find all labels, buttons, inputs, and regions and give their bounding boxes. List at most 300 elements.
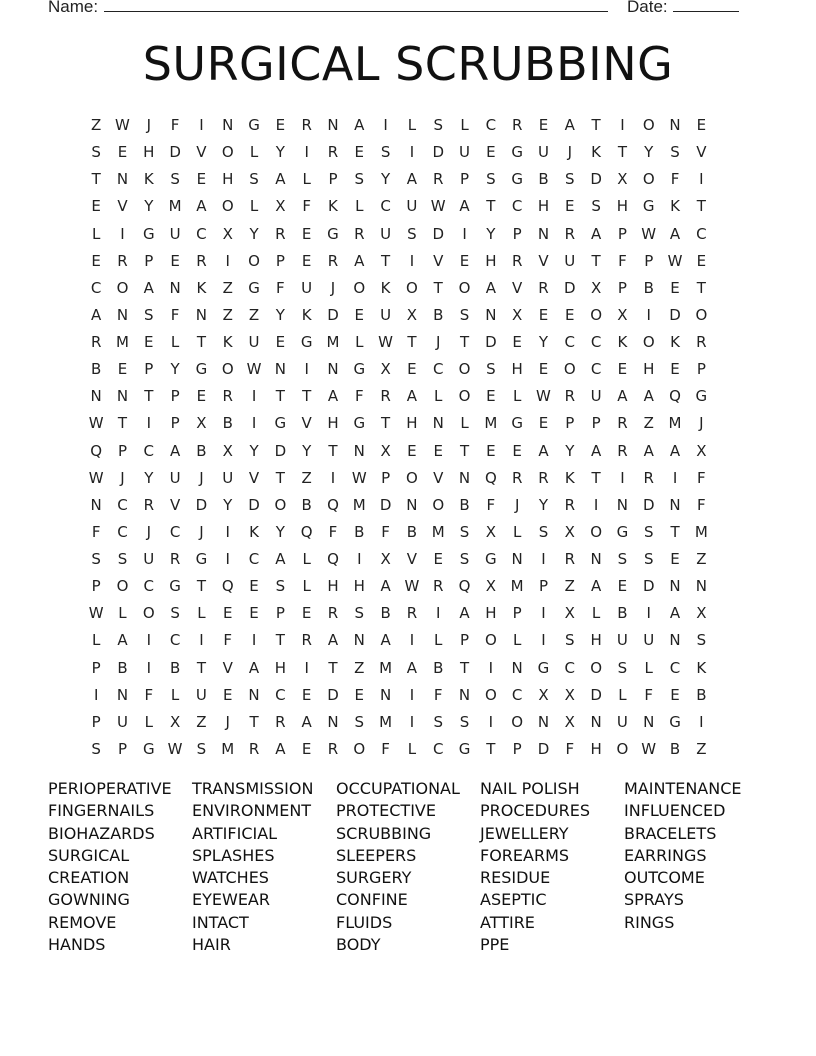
grid-letter: B [196, 441, 207, 460]
grid-letter: P [512, 224, 522, 243]
grid-letter: E [565, 197, 575, 216]
grid-letter: I [409, 143, 415, 162]
grid-letter: I [251, 631, 257, 650]
grid-letter: I [593, 495, 599, 514]
grid-letter: T [249, 712, 259, 731]
grid-letter: J [199, 468, 204, 487]
grid-letter: U [380, 305, 392, 324]
grid-letter: G [353, 360, 366, 379]
grid-letter: E [144, 333, 154, 351]
grid-letter: H [485, 251, 497, 270]
grid-letter: U [537, 143, 549, 162]
word-bank-item: EARRINGS [624, 845, 707, 865]
grid-letter: S [565, 170, 575, 189]
grid-letter: S [591, 197, 601, 216]
grid-letter: A [406, 387, 418, 406]
grid-letter: G [616, 522, 629, 541]
word-bank-item: RESIDUE [480, 868, 551, 888]
grid-letter: L [91, 631, 101, 650]
grid-letter: E [91, 251, 101, 270]
grid-letter: H [590, 739, 602, 758]
word-bank-item: HANDS [48, 935, 106, 955]
grid-letter: Y [249, 441, 259, 460]
word-bank-column [336, 778, 480, 956]
grid-letter: A [406, 170, 418, 189]
grid-letter: N [643, 712, 655, 731]
word-bank-item: SCRUBBING [336, 823, 432, 843]
grid-letter: I [699, 712, 704, 731]
header-row [48, 0, 768, 20]
grid-letter: I [620, 116, 625, 134]
grid-letter: K [301, 305, 312, 324]
grid-letter: R [117, 251, 128, 270]
grid-letter: U [564, 251, 576, 270]
grid-letter: L [170, 333, 180, 351]
grid-letter: L [170, 685, 180, 704]
grid-letter: N [695, 577, 707, 596]
grid-letter: S [354, 604, 365, 623]
grid-letter: A [669, 441, 681, 460]
grid-letter: D [537, 739, 550, 758]
grid-letter: N [195, 305, 208, 324]
grid-letter: A [590, 224, 602, 243]
grid-letter: O [616, 739, 629, 758]
grid-letter: S [354, 170, 365, 189]
grid-letter: P [512, 604, 522, 623]
grid-letter: G [327, 224, 339, 243]
grid-letter: E [486, 441, 496, 460]
grid-letter: O [458, 387, 471, 406]
grid-letter: O [221, 143, 234, 162]
grid-letter: K [670, 333, 680, 351]
grid-letter: F [697, 495, 706, 514]
grid-letter: X [564, 685, 575, 704]
grid-letter: Y [249, 224, 259, 243]
grid-letter: O [274, 495, 287, 514]
grid-letter: H [353, 577, 365, 596]
grid-letter: O [406, 468, 418, 487]
grid-letter: A [380, 577, 391, 596]
grid-letter: F [170, 305, 180, 324]
grid-letter: M [379, 658, 393, 677]
grid-letter: L [512, 631, 522, 650]
grid-letter: F [91, 522, 101, 541]
grid-letter: U [643, 631, 655, 650]
word-bank-item: WATCHES [192, 868, 269, 888]
grid-letter: K [328, 197, 338, 216]
grid-letter: G [353, 414, 366, 433]
grid-letter: U [169, 468, 181, 487]
grid-row [83, 546, 741, 573]
grid-letter: G [511, 170, 523, 189]
grid-letter: S [354, 712, 365, 731]
grid-letter: E [512, 333, 522, 351]
grid-letter: F [381, 739, 390, 758]
grid-letter: I [488, 658, 494, 677]
grid-letter: I [541, 604, 546, 623]
grid-letter: S [275, 577, 286, 596]
grid-letter: B [406, 522, 418, 541]
grid-letter: A [643, 441, 654, 460]
grid-letter: X [222, 441, 233, 460]
grid-letter: R [406, 604, 418, 623]
grid-letter: U [459, 143, 471, 162]
grid-letter: X [196, 414, 207, 433]
grid-letter: H [406, 414, 418, 433]
grid-letter: T [91, 170, 101, 189]
grid-letter: X [380, 360, 391, 379]
word-bank-item: BODY [336, 935, 381, 955]
grid-letter: E [670, 685, 680, 704]
grid-letter: O [406, 278, 418, 297]
grid-letter: W [430, 197, 446, 216]
grid-letter: R [327, 604, 339, 623]
grid-letter: B [669, 739, 681, 758]
grid-letter: O [458, 278, 471, 297]
grid-letter: O [221, 197, 234, 216]
grid-letter: M [115, 333, 129, 351]
grid-letter: E [538, 116, 549, 134]
grid-letter: K [591, 143, 602, 162]
grid-letter: R [327, 143, 339, 162]
grid-letter: D [669, 305, 681, 324]
grid-letter: A [275, 170, 286, 189]
grid-letter: Y [144, 468, 154, 487]
grid-letter: R [564, 550, 575, 568]
grid-letter: E [512, 441, 522, 460]
grid-letter: A [643, 387, 654, 406]
grid-letter: I [120, 224, 125, 243]
word-bank-item: CREATION [48, 868, 130, 888]
grid-letter: L [118, 604, 127, 623]
grid-letter: H [537, 197, 550, 216]
grid-letter: T [196, 658, 206, 677]
grid-letter: I [304, 143, 309, 162]
grid-letter: A [459, 604, 470, 623]
name-label: Name: [48, 0, 99, 16]
grid-letter: V [196, 143, 207, 162]
grid-letter: W [667, 251, 683, 270]
grid-letter: I [409, 685, 415, 704]
grid-letter: O [248, 251, 260, 270]
word-bank-item: FINGERNAILS [48, 801, 155, 821]
grid-letter: A [354, 251, 365, 270]
grid-letter: P [117, 739, 127, 758]
grid-letter: P [617, 224, 627, 243]
grid-letter: Z [248, 305, 260, 324]
grid-letter: Y [538, 333, 549, 351]
grid-letter: G [195, 360, 208, 379]
grid-letter: P [381, 468, 391, 487]
word-bank-item: NAIL POLISH [480, 779, 580, 798]
grid-letter: E [459, 251, 470, 270]
grid-letter: C [564, 658, 576, 677]
grid-letter: N [116, 305, 129, 324]
grid-letter: R [511, 251, 523, 270]
grid-letter: C [169, 631, 181, 650]
grid-letter: I [488, 712, 494, 731]
grid-letter: O [590, 658, 602, 677]
grid-letter: K [617, 333, 628, 351]
grid-letter: M [431, 522, 445, 541]
grid-letter: T [486, 739, 496, 758]
grid-letter: P [91, 577, 101, 596]
grid-letter: C [143, 441, 155, 460]
grid-letter: C [117, 495, 128, 514]
grid-letter: E [301, 685, 312, 704]
grid-letter: T [328, 441, 338, 460]
grid-letter: W [536, 387, 551, 406]
grid-letter: Y [486, 224, 496, 243]
grid-letter: N [90, 387, 102, 406]
grid-letter: O [511, 712, 524, 731]
grid-letter: T [433, 278, 443, 297]
grid-letter: S [117, 550, 128, 568]
grid-letter: N [590, 550, 602, 568]
grid-letter: D [485, 333, 497, 351]
word-bank-item: REMOVE [48, 912, 117, 932]
grid-row [83, 302, 741, 329]
grid-letter: E [407, 360, 417, 379]
word-bank-item: SURGICAL [48, 845, 130, 865]
grid-letter: T [328, 658, 338, 677]
grid-letter: U [380, 224, 392, 243]
grid-letter: D [248, 495, 260, 514]
grid-letter: W [88, 604, 104, 623]
grid-letter: R [538, 278, 549, 297]
grid-letter: N [327, 116, 339, 134]
grid-letter: R [354, 224, 365, 243]
grid-letter: Y [381, 170, 391, 189]
grid-letter: B [91, 360, 102, 379]
grid-letter: Y [275, 143, 285, 162]
grid-letter: S [696, 631, 707, 650]
grid-letter: M [221, 739, 235, 758]
grid-letter: O [353, 739, 366, 758]
grid-letter: S [91, 739, 101, 758]
grid-letter: E [486, 143, 496, 162]
grid-letter: V [433, 468, 444, 487]
word-bank-item: ASEPTIC [480, 890, 547, 910]
grid-letter: U [169, 224, 181, 243]
grid-letter: I [251, 414, 257, 433]
grid-letter: B [643, 278, 654, 297]
grid-row [83, 709, 741, 736]
grid-letter: D [642, 495, 655, 514]
grid-letter: G [537, 658, 550, 677]
grid-letter: H [485, 604, 497, 623]
grid-letter: S [407, 224, 417, 243]
grid-letter: L [249, 143, 259, 162]
grid-letter: T [302, 387, 312, 406]
grid-letter: G [142, 739, 155, 758]
grid-letter: Z [91, 116, 102, 134]
grid-letter: J [514, 495, 520, 514]
grid-letter: C [90, 278, 102, 297]
grid-letter: L [460, 116, 469, 134]
grid-letter: N [537, 224, 550, 243]
word-bank-item: OCCUPATIONAL [336, 779, 460, 798]
grid-letter: C [275, 685, 286, 704]
grid-letter: A [485, 278, 496, 297]
grid-row [83, 655, 741, 682]
word-bank-item: SPLASHES [192, 845, 275, 865]
grid-letter: Y [644, 143, 654, 162]
grid-letter: N [669, 577, 681, 596]
grid-letter: G [169, 577, 181, 596]
grid-letter: E [486, 387, 496, 406]
grid-letter: W [641, 224, 657, 243]
grid-letter: K [380, 278, 391, 297]
grid-letter: D [327, 685, 339, 704]
grid-letter: N [222, 116, 234, 134]
grid-letter: Q [221, 577, 234, 596]
grid-letter: L [302, 170, 311, 189]
date-blank-line [673, 11, 739, 12]
grid-letter: P [460, 631, 470, 650]
grid-letter: Y [565, 441, 575, 460]
grid-letter: P [91, 658, 101, 677]
grid-letter: W [115, 116, 130, 134]
grid-letter: G [511, 414, 523, 433]
grid-letter: Z [564, 577, 575, 596]
grid-letter: N [379, 685, 392, 704]
grid-letter: I [436, 604, 441, 623]
grid-letter: R [617, 441, 628, 460]
grid-letter: E [617, 360, 628, 379]
grid-letter: L [434, 387, 443, 406]
grid-letter: D [564, 278, 576, 297]
grid-letter: N [669, 116, 681, 134]
grid-row [83, 627, 741, 654]
grid-letter: P [91, 712, 101, 731]
grid-letter: U [301, 278, 313, 297]
grid-row [83, 519, 741, 546]
grid-letter: R [643, 468, 654, 487]
word-bank-item: JEWELLERY [480, 823, 569, 843]
grid-letter: C [511, 197, 523, 216]
grid-letter: I [409, 251, 415, 270]
grid-letter: O [642, 170, 655, 189]
grid-letter: C [511, 685, 523, 704]
grid-letter: U [590, 387, 602, 406]
grid-letter: B [354, 522, 365, 541]
grid-letter: E [275, 116, 286, 134]
grid-letter: T [459, 441, 470, 460]
grid-letter: F [697, 468, 706, 487]
grid-letter: N [669, 495, 681, 514]
grid-letter: H [143, 143, 155, 162]
word-bank-item: INTACT [192, 912, 249, 932]
grid-letter: E [538, 414, 549, 433]
word-bank-item: CONFINE [336, 890, 408, 910]
grid-letter: I [620, 468, 625, 487]
grid-letter: E [407, 441, 417, 460]
grid-letter: C [196, 224, 207, 243]
grid-row [83, 736, 741, 763]
grid-letter: C [669, 658, 681, 677]
grid-letter: I [225, 550, 230, 568]
grid-letter: K [670, 197, 680, 216]
grid-letter: U [195, 685, 207, 704]
grid-letter: J [330, 278, 336, 297]
word-bank-item: PPE [480, 935, 510, 955]
grid-letter: H [511, 360, 523, 379]
grid-letter: X [590, 278, 602, 297]
grid-letter: E [301, 224, 312, 243]
grid-letter: T [459, 658, 470, 677]
grid-letter: I [541, 550, 546, 568]
grid-letter: X [617, 305, 628, 324]
grid-letter: F [328, 522, 338, 541]
grid-letter: V [696, 143, 707, 162]
grid-letter: X [380, 441, 391, 460]
grid-letter: G [300, 333, 313, 351]
grid-letter: P [696, 360, 706, 379]
grid-letter: T [117, 414, 128, 433]
grid-letter: F [565, 739, 575, 758]
grid-letter: T [617, 143, 627, 162]
grid-letter: B [222, 414, 233, 433]
grid-letter: N [458, 468, 471, 487]
grid-letter: S [538, 522, 549, 541]
grid-letter: N [116, 170, 129, 189]
grid-letter: L [355, 197, 364, 216]
grid-letter: Y [302, 441, 312, 460]
grid-letter: R [275, 224, 286, 243]
grid-letter: S [486, 170, 496, 189]
grid-letter: F [170, 116, 180, 134]
grid-letter: N [169, 278, 181, 297]
grid-letter: Y [538, 495, 549, 514]
grid-letter: M [168, 197, 182, 216]
grid-letter: P [144, 251, 154, 270]
grid-letter: X [696, 604, 707, 623]
grid-letter: A [117, 631, 128, 650]
grid-letter: I [409, 631, 415, 650]
grid-letter: V [222, 658, 233, 677]
grid-letter: R [564, 387, 575, 406]
grid-letter: O [353, 278, 366, 297]
grid-row [83, 275, 741, 302]
grid-letter: U [116, 712, 128, 731]
word-bank-item: ENVIRONMENT [192, 801, 312, 821]
word-bank-column [624, 778, 768, 956]
grid-letter: B [617, 604, 628, 623]
grid-letter: T [591, 116, 601, 134]
grid-letter: K [696, 658, 707, 677]
grid-letter: P [460, 170, 470, 189]
word-bank-item: MAINTENANCE [624, 779, 742, 798]
grid-letter: L [197, 604, 206, 623]
grid-letter: N [116, 685, 129, 704]
word-bank-item: ATTIRE [480, 912, 535, 932]
grid-letter: E [696, 116, 707, 134]
grid-letter: R [538, 468, 549, 487]
grid-letter: H [274, 658, 286, 677]
grid-letter: P [275, 604, 285, 623]
grid-letter: Q [300, 522, 313, 541]
grid-letter: V [538, 251, 549, 270]
grid-letter: Q [669, 387, 681, 406]
grid-letter: R [433, 170, 444, 189]
grid-letter: D [432, 224, 444, 243]
word-bank-item: EYEWEAR [192, 890, 270, 910]
grid-letter: U [616, 631, 628, 650]
grid-letter: X [696, 441, 707, 460]
grid-letter: A [669, 604, 681, 623]
grid-letter: T [696, 197, 706, 216]
